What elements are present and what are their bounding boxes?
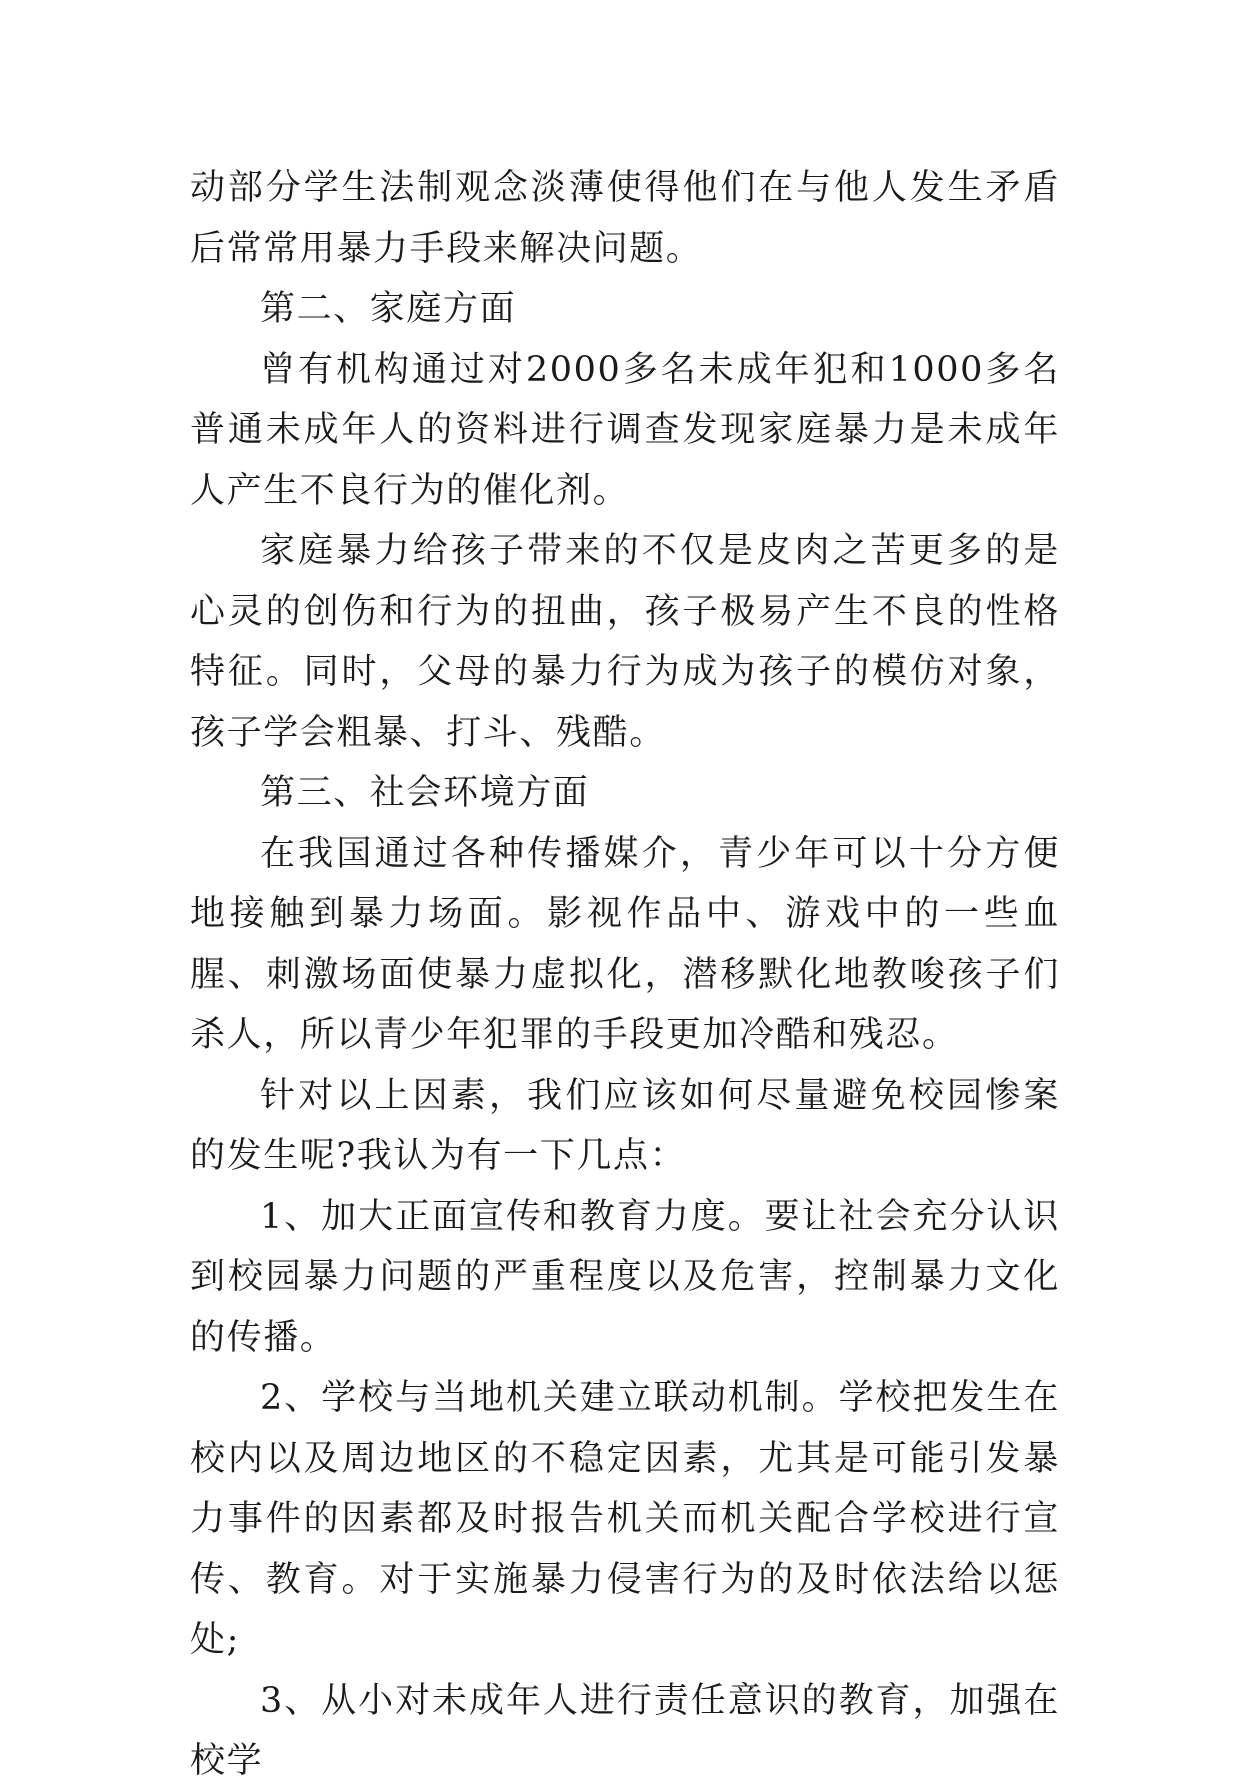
list-item: 3、从小对未成年人进行责任意识的教育，加强在校学 — [190, 1680, 1060, 1781]
paragraph: 针对以上因素，我们应该如何尽量避免校园惨案的发生呢?我认为有一下几点： — [190, 1075, 1060, 1176]
section-heading: 第三、社会环境方面 — [260, 773, 590, 813]
list-item: 1、加大正面宣传和教育力度。要让社会充分认识到校园暴力问题的严重程度以及危害，控制暴力文化的传播。 — [190, 1196, 1060, 1358]
list-item: 2、学校与当地机关建立联动机制。学校把发生在校内以及周边地区的不稳定因素，尤其是可能引发暴力事件的因素都及时报告机关而机关配合学校进行宣传、教育。对于实施暴力侵害行为的及时依法给以惩处; — [190, 1378, 1060, 1660]
paragraph: 动部分学生法制观念淡薄使得他们在与他人发生矛盾后常常用暴力手段来解决问题。 — [190, 168, 1060, 269]
paragraph: 在我国通过各种传播媒介，青少年可以十分方便地接触到暴力场面。影视作品中、游戏中的一些血腥、刺激场面使暴力虚拟化，潜移默化地教唆孩子们杀人，所以青少年犯罪的手段更加冷酷和残忍。 — [190, 833, 1060, 1055]
paragraph: 家庭暴力给孩子带来的不仅是皮肉之苦更多的是心灵的创伤和行为的扭曲，孩子极易产生不良的性格特征。同时，父母的暴力行为成为孩子的模仿对象，孩子学会粗暴、打斗、残酷。 — [190, 531, 1060, 753]
paragraph: 曾有机构通过对2000多名未成年犯和1000多名普通未成年人的资料进行调查发现家庭暴力是未成年人产生不良行为的催化剂。 — [190, 349, 1060, 511]
body-text — [190, 158, 1060, 1792]
section-heading: 第二、家庭方面 — [260, 289, 517, 329]
